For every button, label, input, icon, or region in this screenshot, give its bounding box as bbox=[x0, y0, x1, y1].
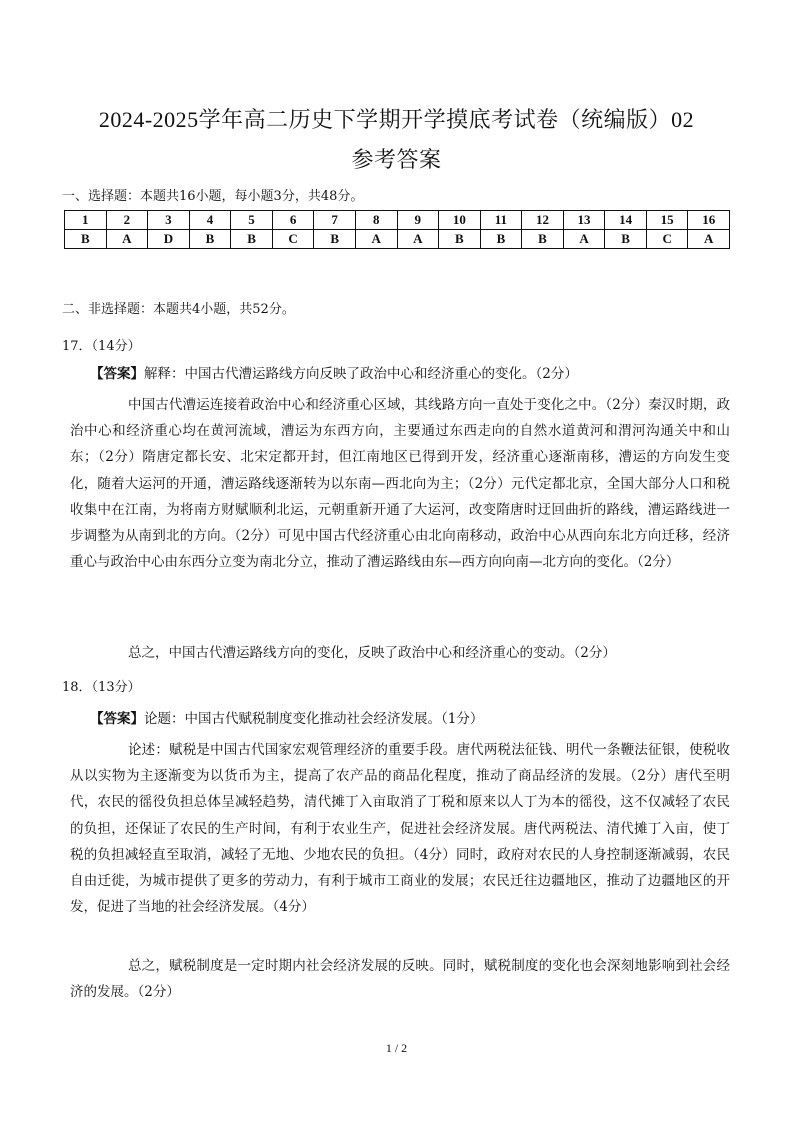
question-number: 16 bbox=[688, 211, 730, 230]
question-18-summary: 总之，赋税制度是一定时期内社会经济发展的反映。同时，赋税制度的变化也会深刻地影响到社会经济的发展。（2分） bbox=[70, 958, 730, 1001]
answer-letter: B bbox=[231, 230, 273, 249]
answer-letter: A bbox=[688, 230, 730, 249]
answer-letter: B bbox=[439, 230, 481, 249]
question-17-answer bbox=[90, 362, 578, 382]
question-18-answer bbox=[90, 707, 483, 727]
answer-letter: C bbox=[646, 230, 688, 249]
answer-table bbox=[64, 210, 730, 249]
answer-tag: 【答案】 bbox=[90, 711, 144, 727]
page-title: 2024-2025学年高二历史下学期开学摸底考试卷（统编版）02 bbox=[98, 107, 695, 132]
question-number: 5 bbox=[231, 211, 273, 230]
answer-letter: A bbox=[563, 230, 605, 249]
question-number: 12 bbox=[522, 211, 564, 230]
answer-letter: B bbox=[522, 230, 564, 249]
answer-letter: A bbox=[106, 230, 148, 249]
question-number: 6 bbox=[272, 211, 314, 230]
question-number: 11 bbox=[480, 211, 522, 230]
question-number: 3 bbox=[148, 211, 190, 230]
page-subtitle: 参考答案 bbox=[351, 147, 442, 172]
question-number: 9 bbox=[397, 211, 439, 230]
answer-letter: B bbox=[65, 230, 107, 249]
answer-letter: D bbox=[148, 230, 190, 249]
answer-text: 解释：中国古代漕运路线方向反映了政治中心和经济重心的变化。（2分） bbox=[144, 366, 578, 382]
answer-table-number-row bbox=[65, 211, 730, 230]
section-heading-nonchoice: 二、非选择题：本题共4小题，共52分。 bbox=[62, 302, 295, 317]
question-18-heading: 18．（13分） bbox=[62, 680, 141, 695]
question-18-body: 论述：赋税是中国古代国家宏观管理经济的重要手段。唐代两税法征钱、明代一条鞭法征银，使税收从以实物为主逐渐变为以货币为主，提高了农产品的商品化程度，推动了商品经济的发展。（2分）唐代至明代，农民的徭役负担总体呈减轻趋势，清代摊丁入亩取消了丁税和原来以人丁为本的徭役，这不仅减轻了农民的负担，还保证了农民的生产时间，有利于农业生产，促进社会经济发展。唐代两税法、清代摊丁入亩，使丁税的负担减轻直至取消，减轻了无地、少地农民的负担。（4分）同时，政府对农民的人身控制逐渐减弱，农民自由迁徙，为城市提供了更多的劳动力，有利于城市工商业的发展；农民迁往边疆地区，推动了边疆地区的开发，促进了当地的社会经济发展。（4分） bbox=[70, 742, 730, 916]
question-number: 10 bbox=[439, 211, 481, 230]
answer-letter: A bbox=[355, 230, 397, 249]
answer-table-answer-row bbox=[65, 230, 730, 249]
question-17-summary: 总之，中国古代漕运路线方向的变化，反映了政治中心和经济重心的变动。（2分） bbox=[128, 645, 616, 661]
section-heading-choice: 一、选择题：本题共16小题，每小题3分，共48分。 bbox=[62, 189, 364, 204]
answer-letter: B bbox=[189, 230, 231, 249]
answer-letter: B bbox=[480, 230, 522, 249]
question-number: 7 bbox=[314, 211, 356, 230]
question-number: 4 bbox=[189, 211, 231, 230]
question-number: 14 bbox=[605, 211, 647, 230]
answer-letter: A bbox=[397, 230, 439, 249]
answer-letter: B bbox=[605, 230, 647, 249]
question-number: 15 bbox=[646, 211, 688, 230]
page-number: 1 / 2 bbox=[385, 1041, 408, 1055]
answer-tag: 【答案】 bbox=[90, 366, 144, 382]
question-17-heading: 17．（14分） bbox=[62, 339, 141, 354]
question-number: 8 bbox=[355, 211, 397, 230]
question-17-body: 中国古代漕运连接着政治中心和经济重心区域，其线路方向一直处于变化之中。（2分）秦汉时期，政治中心和经济重心均在黄河流域，漕运为东西方向，主要通过东西走向的自然水道黄河和渭河沟通关中和山东；（2分）隋唐定都长安、北宋定都开封，但江南地区已得到开发，经济重心逐渐南移，漕运的方向发生变化，随着大运河的开通，漕运路线逐渐转为以东南—西北向为主；（2分）元代定都北京，全国大部分人口和税收集中在江南，为将南方财赋顺利北运，元朝重新开通了大运河，改变隋唐时迂回曲折的路线，漕运路线进一步调整为从南到北的方向。（2分）可见中国古代经济重心由北向南移动，政治中心从西向东北方向迁移，经济重心与政治中心由东西分立变为南北分立，推动了漕运路线由东—西方向向南—北方向的变化。（2分） bbox=[70, 397, 730, 571]
question-number: 2 bbox=[106, 211, 148, 230]
answer-letter: B bbox=[314, 230, 356, 249]
answer-letter: C bbox=[272, 230, 314, 249]
question-number: 1 bbox=[65, 211, 107, 230]
answer-text: 论题：中国古代赋税制度变化推动社会经济发展。（1分） bbox=[144, 711, 484, 727]
question-number: 13 bbox=[563, 211, 605, 230]
